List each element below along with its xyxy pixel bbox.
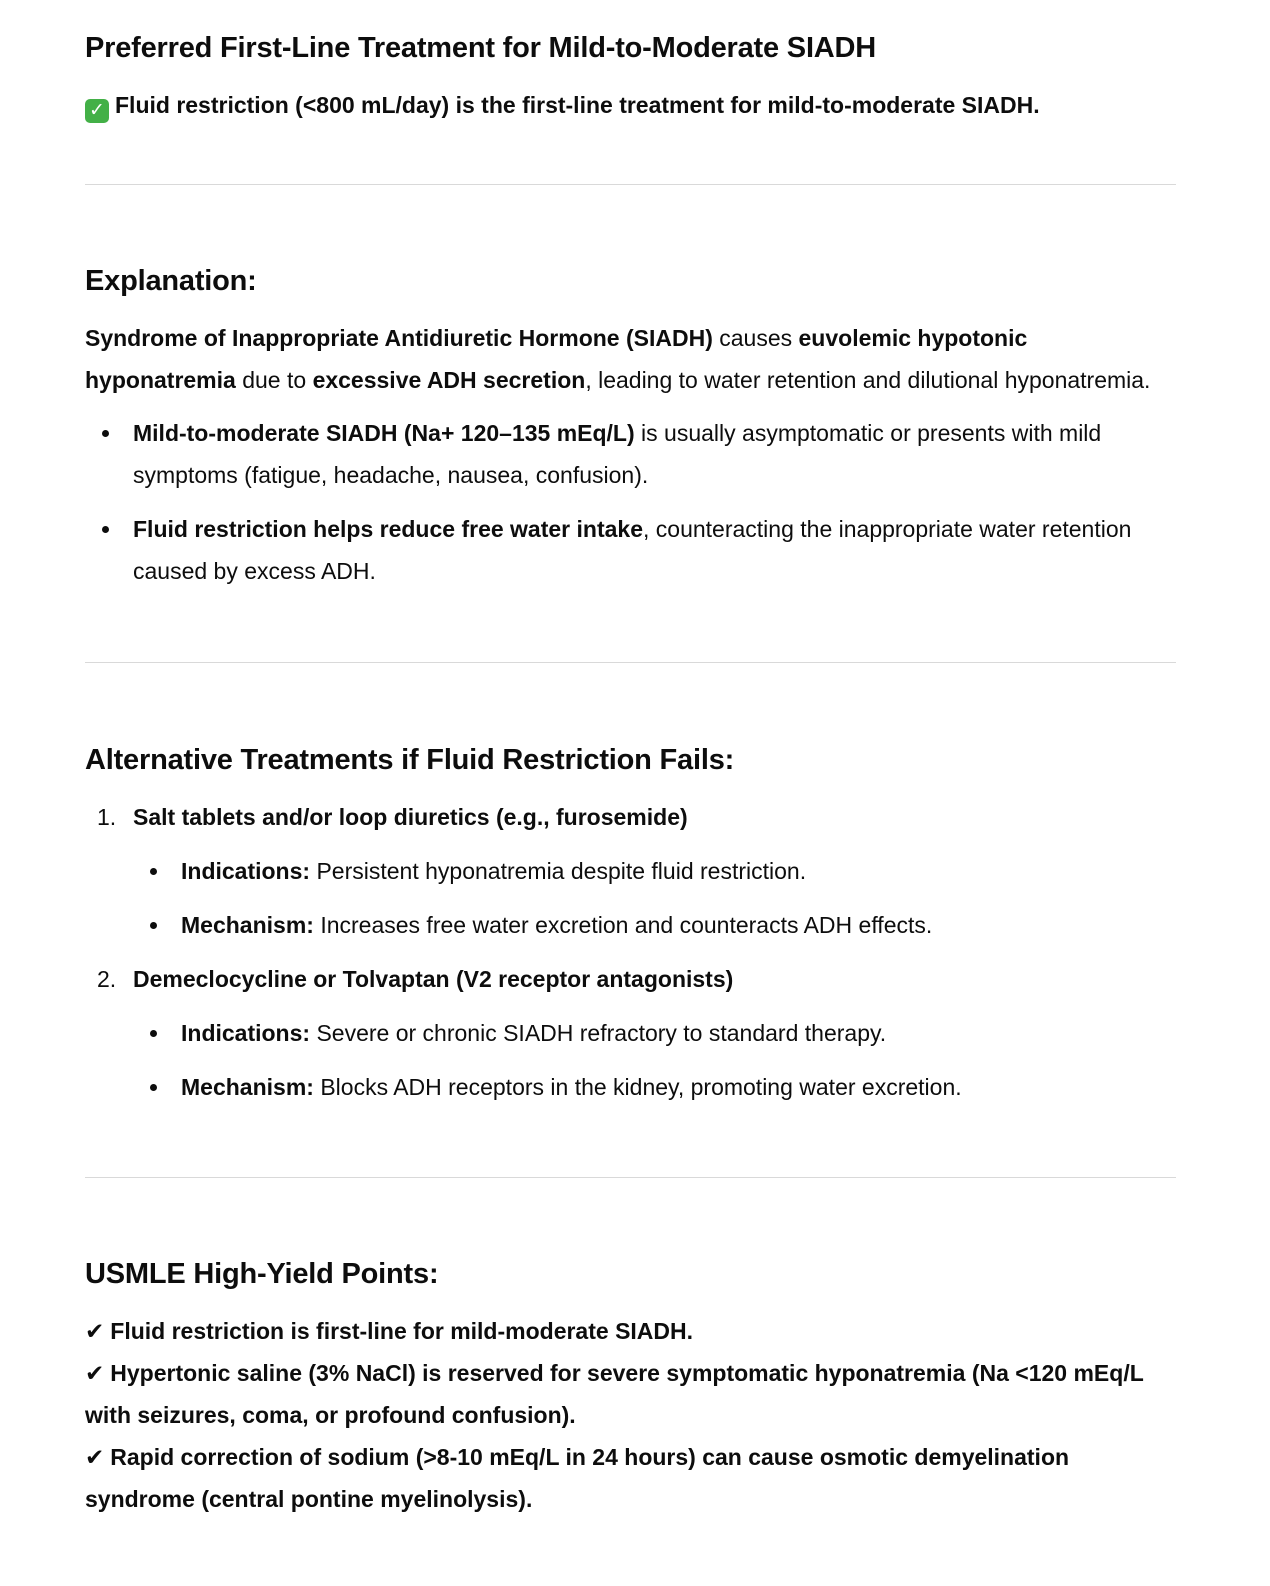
usmle-points [85, 1310, 1176, 1520]
usmle-point-text: Fluid restriction is first-line for mild-moderate SIADH. [110, 1318, 694, 1344]
alternative-title: Demeclocycline or Tolvaptan (V2 receptor antagonists) [133, 966, 734, 992]
checkmark-icon: ✔ [85, 1444, 105, 1470]
alternatives-list [85, 796, 1176, 1108]
list-item-text: , counteracting the inappropriate water retention caused by excess ADH. [133, 516, 1132, 584]
checkmark-icon: ✔ [85, 1360, 105, 1386]
usmle-point [85, 1360, 1143, 1428]
term-hyponatremia: euvolemic hypotonic hyponatremia [85, 325, 1028, 393]
usmle-point [85, 1318, 693, 1344]
divider [85, 662, 1176, 663]
term-siadh: Syndrome of Inappropriate Antidiuretic Hormone (SIADH) [85, 325, 713, 351]
item-number: 1. [97, 804, 117, 830]
checkmark-icon: ✔ [85, 1318, 105, 1344]
detail-item [133, 850, 1176, 892]
alternative-item [85, 958, 1176, 1108]
detail-label: Indications: [181, 1020, 311, 1046]
text: due to [235, 367, 313, 393]
item-number: 2. [97, 966, 117, 992]
detail-label: Indications: [181, 858, 311, 884]
list-item-bold: Mild-to-moderate SIADH (Na+ 120–135 mEq/L) [133, 420, 635, 446]
divider [85, 184, 1176, 185]
check-mark-icon: ✓ [85, 99, 109, 123]
explanation-list [85, 412, 1176, 592]
section-title-explanation: Explanation: [85, 265, 257, 297]
section-title-alternatives: Alternative Treatments if Fluid Restriction Fails: [85, 744, 735, 776]
alternative-details [133, 1012, 1176, 1108]
detail-item [133, 904, 1176, 946]
section-title-first-line: Preferred First-Line Treatment for Mild-to-Moderate SIADH [85, 32, 877, 64]
list-item-bold: Fluid restriction helps reduce free water intake [133, 516, 643, 542]
usmle-point-text: Hypertonic saline (3% NaCl) is reserved for severe symptomatic hyponatremia (Na <120 mEq/L with seizures, coma, or profound confusion). [85, 1360, 1144, 1428]
explanation-paragraph [85, 317, 1176, 401]
detail-text: Blocks ADH receptors in the kidney, promoting water excretion. [313, 1074, 962, 1100]
detail-label: Mechanism: [181, 1074, 314, 1100]
alternative-details [133, 850, 1176, 946]
detail-text: Persistent hyponatremia despite fluid restriction. [310, 858, 807, 884]
detail-text: Severe or chronic SIADH refractory to standard therapy. [310, 1020, 887, 1046]
detail-item [133, 1012, 1176, 1054]
first-line-statement-text: Fluid restriction (<800 mL/day) is the first-line treatment for mild-to-moderate SIADH. [115, 92, 1040, 118]
alternative-title: Salt tablets and/or loop diuretics (e.g., furosemide) [133, 804, 688, 830]
detail-item [133, 1066, 1176, 1108]
usmle-point [85, 1444, 1069, 1512]
detail-label: Mechanism: [181, 912, 314, 938]
text: causes [712, 325, 799, 351]
usmle-point-text: Rapid correction of sodium (>8-10 mEq/L in 24 hours) can cause osmotic demyelination syndrome (central pontine myelinolysis). [85, 1444, 1070, 1512]
alternative-item [85, 796, 1176, 946]
divider [85, 1177, 1176, 1178]
list-item [85, 412, 1176, 496]
detail-text: Increases free water excretion and counteracts ADH effects. [313, 912, 933, 938]
list-item [85, 508, 1176, 592]
list-item-text: is usually asymptomatic or presents with mild symptoms (fatigue, headache, nausea, confusion). [133, 420, 1102, 488]
term-adh-secretion: excessive ADH secretion [312, 367, 586, 393]
first-line-statement [85, 84, 1176, 126]
text: , leading to water retention and dilutional hyponatremia. [585, 367, 1151, 393]
section-title-usmle: USMLE High-Yield Points: [85, 1258, 439, 1290]
